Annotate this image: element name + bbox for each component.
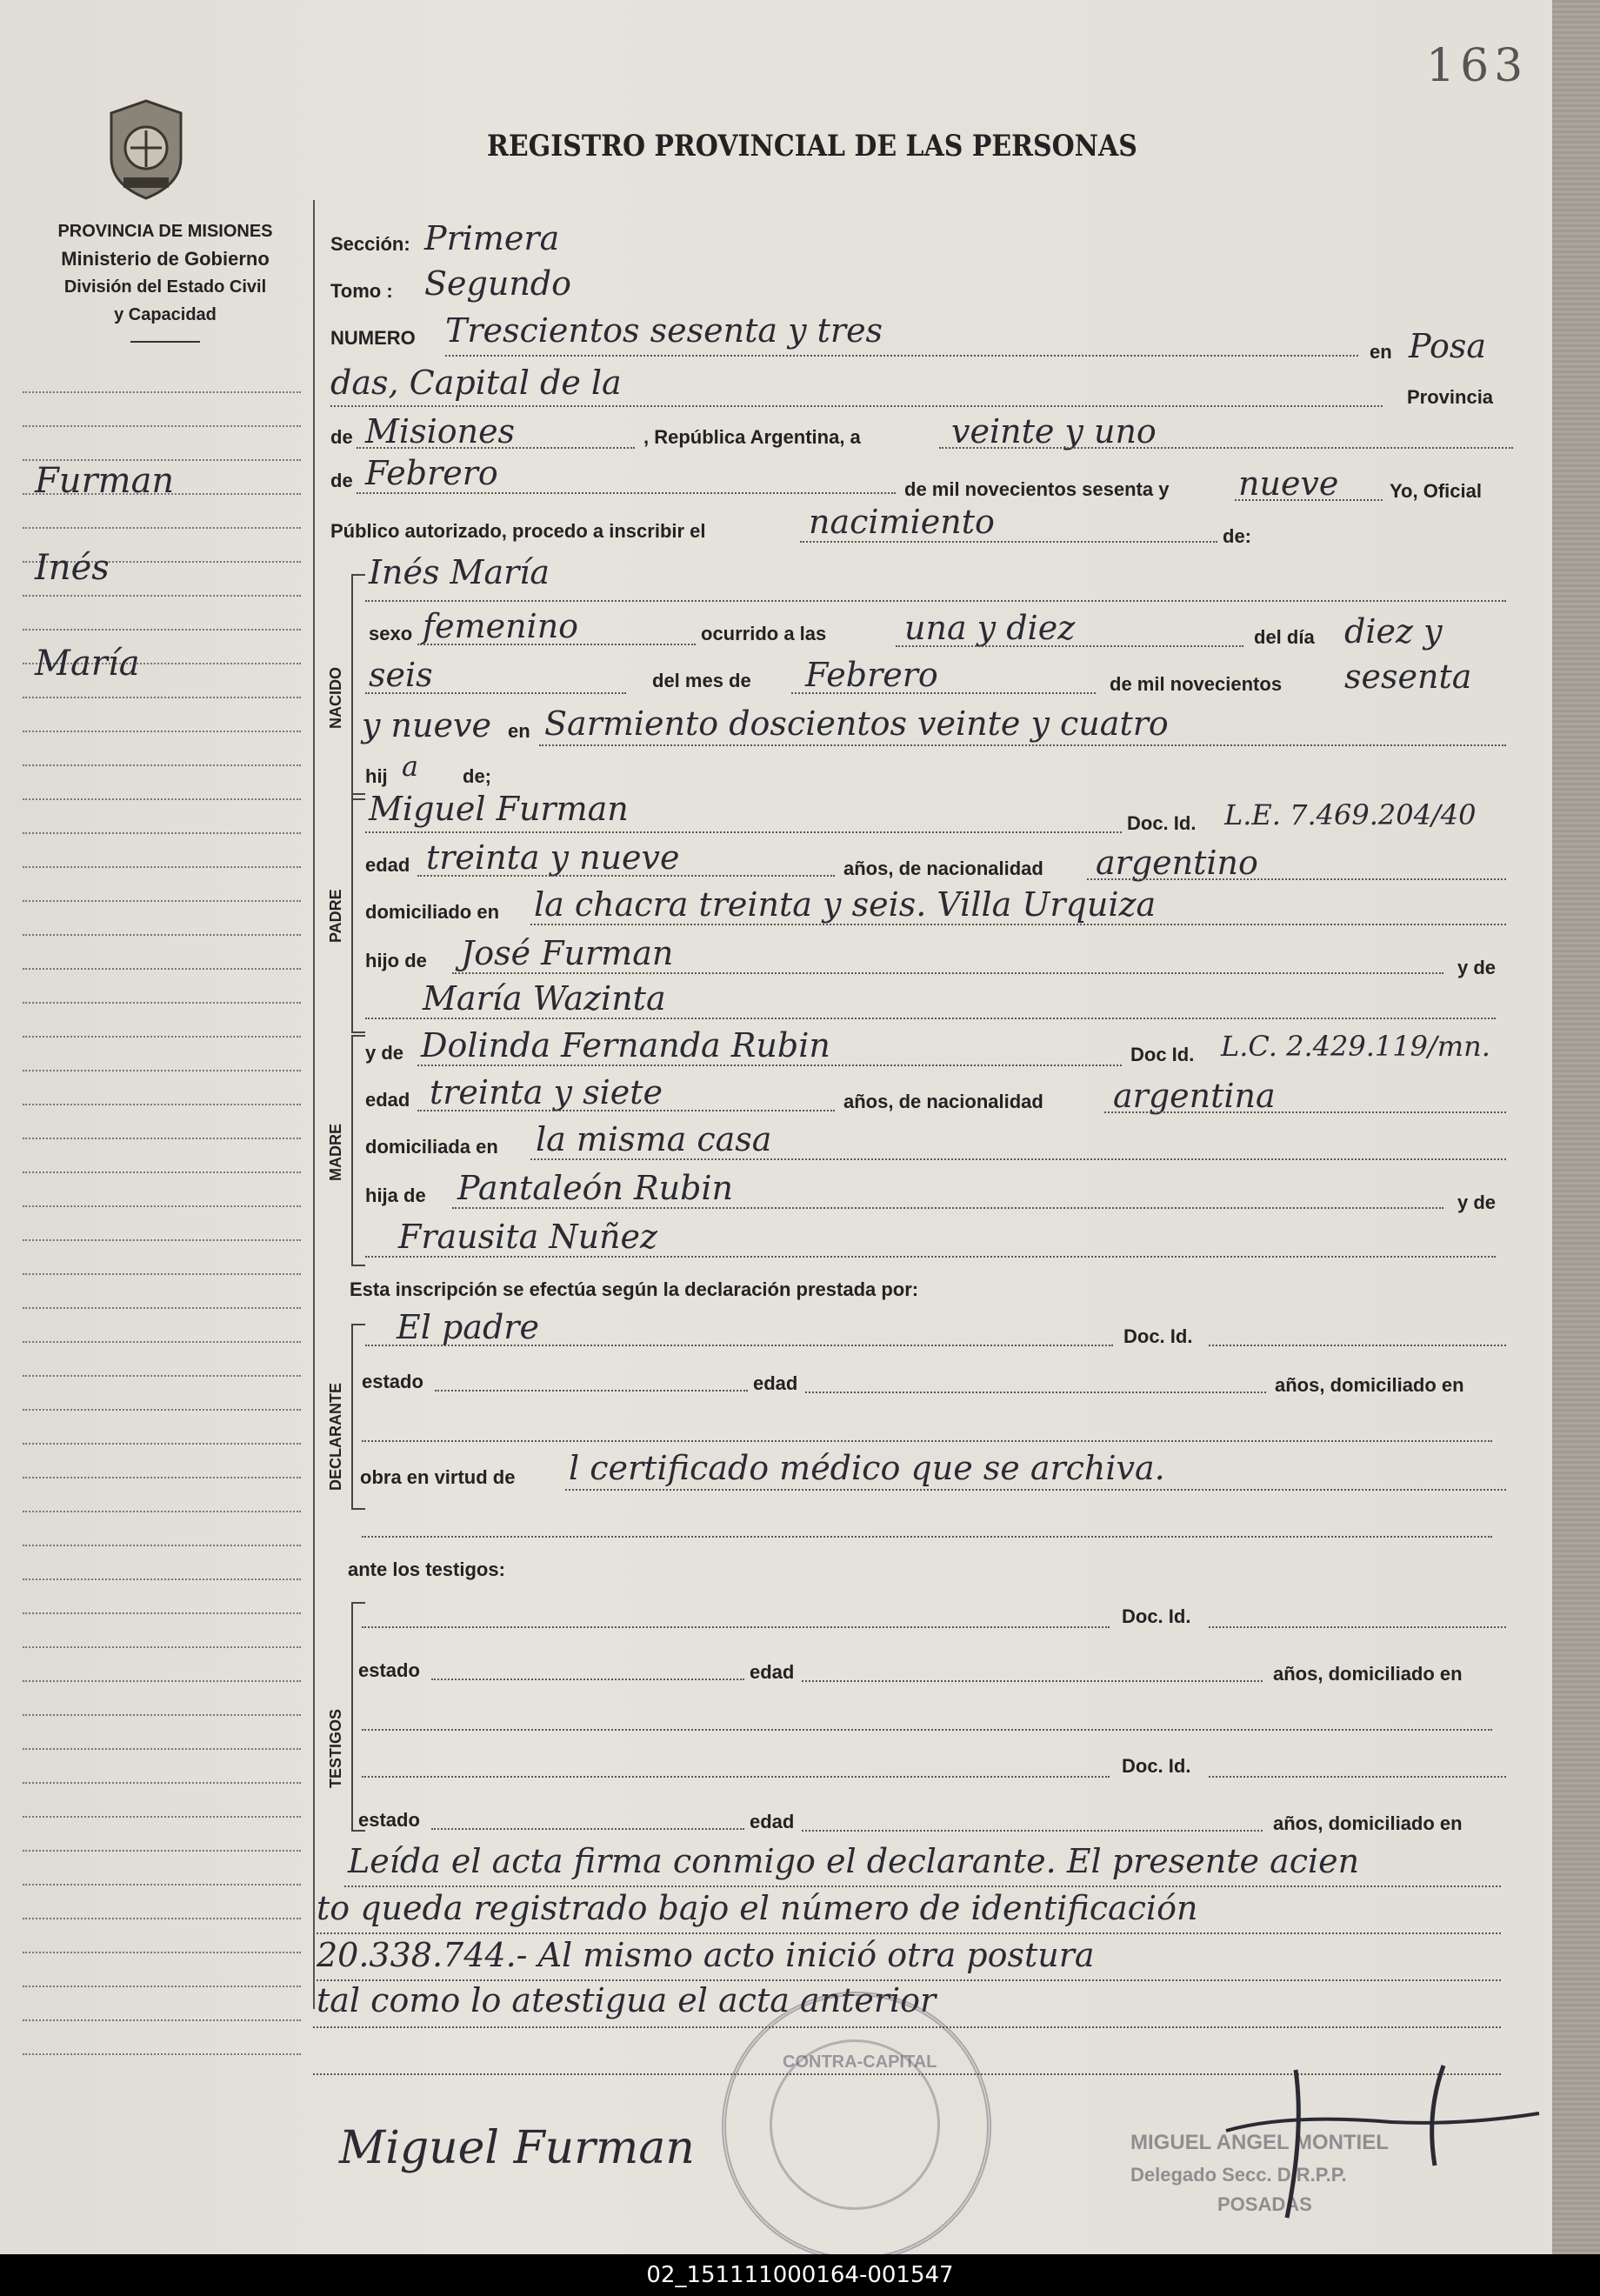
value-abuelo-p: José Furman bbox=[461, 934, 674, 972]
page-title: REGISTRO PROVINCIAL DE LAS PERSONAS bbox=[487, 129, 1137, 164]
officer-city: POSADAS bbox=[1217, 2193, 1312, 2215]
value-acto: nacimiento bbox=[809, 503, 995, 541]
value-fecha-dia: veinte y uno bbox=[951, 412, 1157, 451]
label-padre-nacionalidad: años, de nacionalidad bbox=[843, 858, 1043, 879]
value-numero: Trescientos sesenta y tres bbox=[445, 311, 883, 350]
label-testigo1-doc: Doc. Id. bbox=[1122, 1605, 1191, 1627]
value-anio: nueve bbox=[1238, 464, 1339, 503]
value-ciudad: Posa bbox=[1409, 327, 1487, 365]
value-hij-suffix: a bbox=[402, 750, 419, 783]
label-seccion: Sección: bbox=[330, 233, 410, 255]
side-label-declarante: DECLARANTE bbox=[327, 1383, 344, 1491]
label-testigo2-doc: Doc. Id. bbox=[1122, 1755, 1191, 1777]
department-header bbox=[17, 217, 313, 343]
label-testigo1-estado: estado bbox=[358, 1659, 420, 1681]
dept-division: División del Estado Civil bbox=[63, 277, 267, 297]
label-mil-sesenta: de mil novecientos sesenta y bbox=[904, 478, 1170, 500]
label-madre-edad: edad bbox=[365, 1089, 410, 1111]
label-de-semicolon: de; bbox=[463, 765, 491, 787]
label-en-lugar: en bbox=[508, 720, 530, 742]
value-dia1: diez y bbox=[1344, 612, 1443, 651]
footer-caption: 02_151111000164-001547 bbox=[0, 2254, 1600, 2296]
margin-divider bbox=[313, 200, 315, 2009]
value-seccion: Primera bbox=[424, 219, 560, 257]
value-madre-dom: la misma casa bbox=[536, 1120, 772, 1158]
label-y-de-p: y de bbox=[1457, 957, 1497, 978]
dept-capacity: y Capacidad bbox=[114, 305, 217, 324]
label-de-mes: de bbox=[330, 470, 353, 491]
margin-name1: Inés bbox=[35, 548, 110, 588]
label-obra: obra en virtud de bbox=[360, 1466, 516, 1488]
label-de-colon: de: bbox=[1223, 525, 1251, 547]
stamp-text: CONTRA-CAPITAL bbox=[783, 2052, 937, 2072]
margin-surname: Furman bbox=[35, 461, 175, 501]
label-declarante-domicilio: años, domiciliado en bbox=[1275, 1374, 1464, 1396]
value-declarante: El padre bbox=[397, 1308, 539, 1346]
signature-declarante: Miguel Furman bbox=[339, 2122, 695, 2174]
margin-name2: María bbox=[35, 644, 140, 684]
value-padre-edad: treinta y nueve bbox=[426, 838, 680, 877]
label-de-prov: de bbox=[330, 426, 353, 448]
label-madre-doc: Doc Id. bbox=[1130, 1044, 1195, 1065]
value-sexo: femenino bbox=[423, 607, 579, 645]
value-abuela-p: María Wazinta bbox=[423, 979, 666, 1018]
value-abuelo-m: Pantaleón Rubin bbox=[457, 1169, 734, 1207]
value-madre-doc: L.C. 2.429.119/mn. bbox=[1221, 1030, 1490, 1063]
provincial-crest-icon bbox=[104, 97, 188, 202]
value-madre-edad: treinta y siete bbox=[430, 1073, 663, 1111]
label-testigos: ante los testigos: bbox=[348, 1558, 505, 1580]
label-provincia: Provincia bbox=[1407, 386, 1494, 408]
closing-line-1: Leída el acta firma conmigo el declarante. El presente acien bbox=[348, 1842, 1360, 1880]
dept-ministry: Ministerio de Gobierno bbox=[61, 248, 270, 270]
side-label-nacido: NACIDO bbox=[327, 667, 344, 729]
value-obra: l certificado médico que se archiva. bbox=[569, 1449, 1165, 1487]
value-anio-nac2: y nueve bbox=[362, 706, 491, 744]
value-padre-nombre: Miguel Furman bbox=[369, 790, 629, 828]
label-y-de-madre: y de bbox=[365, 1042, 404, 1064]
value-padre-dom: la chacra treinta y seis. Villa Urquiza bbox=[534, 885, 1157, 924]
value-tomo: Segundo bbox=[424, 264, 571, 303]
label-numero: NUMERO bbox=[330, 327, 416, 349]
label-republica: , República Argentina, a bbox=[643, 426, 861, 448]
value-padre-doc: L.E. 7.469.204/40 bbox=[1224, 798, 1477, 831]
value-padre-nac: argentino bbox=[1096, 844, 1258, 882]
value-abuela-m: Frausita Nuñez bbox=[398, 1218, 658, 1256]
label-declarante-estado: estado bbox=[362, 1371, 423, 1392]
side-label-padre: PADRE bbox=[327, 889, 344, 943]
label-testigo1-edad: edad bbox=[750, 1661, 795, 1683]
value-lugar: Sarmiento doscientos veinte y cuatro bbox=[544, 704, 1169, 743]
label-en: en bbox=[1370, 341, 1392, 363]
label-testigo1-domicilio: años, domiciliado en bbox=[1273, 1663, 1463, 1685]
value-ciudad2: das, Capital de la bbox=[330, 364, 622, 402]
dept-rule bbox=[130, 341, 200, 343]
label-del-mes: del mes de bbox=[652, 670, 751, 691]
label-ocurrido: ocurrido a las bbox=[701, 623, 827, 644]
value-dia2: seis bbox=[369, 656, 433, 694]
label-yo-oficial: Yo, Oficial bbox=[1390, 480, 1482, 502]
value-madre-nac: argentina bbox=[1113, 1077, 1276, 1115]
label-y-de-m: y de bbox=[1457, 1191, 1497, 1213]
value-madre-nombre: Dolinda Fernanda Rubin bbox=[421, 1026, 830, 1065]
label-tomo: Tomo : bbox=[330, 280, 393, 302]
official-stamp bbox=[722, 1992, 991, 2261]
label-padre-edad: edad bbox=[365, 854, 410, 876]
label-inscripcion: Esta inscripción se efectúa según la declaración prestada por: bbox=[350, 1278, 919, 1300]
value-hora: una y diez bbox=[904, 609, 1076, 647]
label-madre-nacionalidad: años, de nacionalidad bbox=[843, 1091, 1043, 1112]
side-label-testigos: TESTIGOS bbox=[327, 1708, 344, 1788]
page-number: 163 bbox=[1426, 40, 1529, 92]
label-testigo2-domicilio: años, domiciliado en bbox=[1273, 1812, 1463, 1834]
side-label-madre: MADRE bbox=[327, 1124, 344, 1181]
label-hija-de: hija de bbox=[365, 1185, 426, 1206]
closing-line-4: tal como lo atestigua el acta anterior bbox=[317, 1981, 937, 2019]
label-testigo2-edad: edad bbox=[750, 1811, 795, 1832]
value-anio-nac1: sesenta bbox=[1344, 657, 1472, 696]
label-publico: Público autorizado, procedo a inscribir el bbox=[330, 520, 706, 542]
label-hijo-de: hijo de bbox=[365, 950, 427, 971]
dept-province: PROVINCIA DE MISIONES bbox=[57, 222, 273, 241]
label-declarante-doc: Doc. Id. bbox=[1123, 1325, 1193, 1347]
label-declarante-edad: edad bbox=[753, 1372, 798, 1394]
label-hij: hij bbox=[365, 765, 388, 787]
closing-line-3: 20.338.744.- Al mismo acto inició otra postura bbox=[317, 1936, 1095, 1974]
label-del-dia: del día bbox=[1254, 626, 1315, 648]
label-padre-doc: Doc. Id. bbox=[1127, 812, 1197, 834]
value-nombre: Inés María bbox=[369, 553, 550, 591]
label-testigo2-estado: estado bbox=[358, 1809, 420, 1831]
label-padre-domicilio: domiciliado en bbox=[365, 901, 500, 923]
book-binding bbox=[1552, 0, 1600, 2254]
value-provincia: Misiones bbox=[365, 412, 516, 451]
label-madre-domicilio: domiciliada en bbox=[365, 1136, 498, 1158]
label-mil-novecientos: de mil novecientos bbox=[1110, 673, 1283, 695]
officer-title: Delegado Secc. D.R.P.P. bbox=[1130, 2164, 1347, 2186]
value-fecha-mes: Febrero bbox=[365, 454, 498, 492]
closing-line-2: to queda registrado bajo el número de identificación bbox=[317, 1889, 1198, 1927]
label-sexo: sexo bbox=[369, 623, 413, 644]
officer-name: MIGUEL ANGEL MONTIEL bbox=[1130, 2131, 1389, 2154]
value-mes: Febrero bbox=[805, 656, 938, 694]
